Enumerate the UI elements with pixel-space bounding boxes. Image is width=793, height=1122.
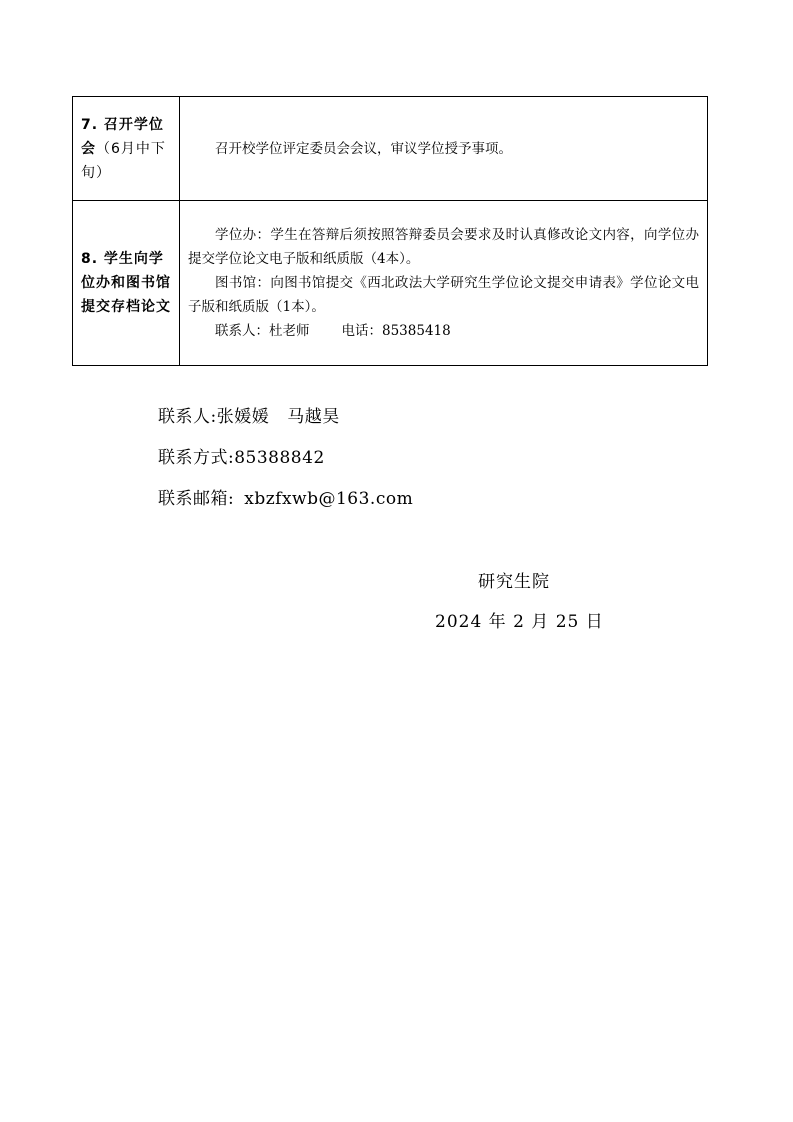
step-contact-phone: 电话：85385418 <box>341 323 451 339</box>
signoff-org: 研究生院 <box>478 572 550 592</box>
footer-contact-person <box>158 402 340 427</box>
email-label: 联系邮箱: <box>158 489 235 509</box>
step-description: 召开校学位评定委员会会议，审议学位授予事项。 <box>215 140 512 157</box>
step-name-cell <box>73 97 180 201</box>
step-name-cell <box>73 201 180 366</box>
contact-person-label: 联系人: <box>158 407 217 427</box>
step-description-degree-office: 学位办：学生在答辩后须按照答辩委员会要求及时认真修改论文内容，向学位办提交学位论文电子版和纸质版（4本）。 <box>188 227 699 267</box>
table-row <box>73 97 708 201</box>
footer-contact-method: 联系方式:85388842 <box>158 448 325 468</box>
step-contact <box>188 319 699 343</box>
step-contact-person: 联系人：杜老师 <box>215 323 310 339</box>
table-row <box>73 201 708 366</box>
footer-email <box>158 484 413 509</box>
signoff-date: 2024 年 2 月 25 日 <box>435 612 604 632</box>
step-title: 7. 召开学位会 <box>81 116 164 157</box>
process-table <box>72 96 708 366</box>
step-description-cell <box>180 201 708 366</box>
step-title: 8. 学生向学位办和图书馆提交存档论文 <box>81 251 171 315</box>
email-address[interactable]: xbzfxwb@163.com <box>244 489 414 509</box>
step-description-cell <box>180 97 708 201</box>
contact-name-2: 马越昊 <box>287 407 340 427</box>
contact-name-1: 张媛媛 <box>216 407 270 427</box>
step-timing: （6月中下旬） <box>81 140 166 181</box>
step-description-library: 图书馆：向图书馆提交《西北政法大学研究生学位论文提交申请表》学位论文电子版和纸质版（1本）。 <box>188 275 699 315</box>
